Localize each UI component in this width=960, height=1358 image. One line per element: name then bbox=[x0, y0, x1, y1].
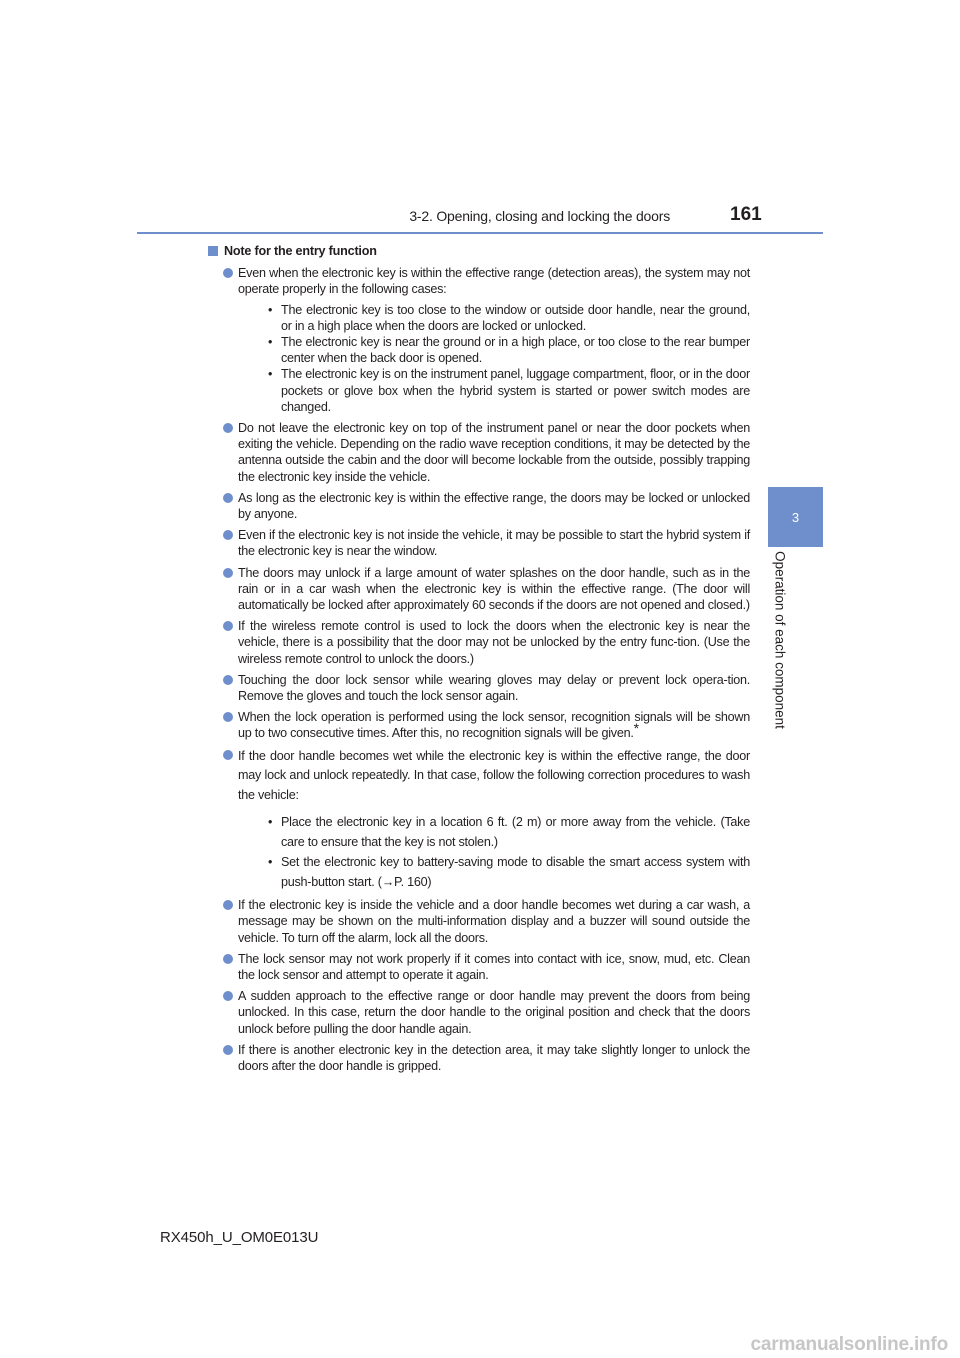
note-item: If the wireless remote control is used to lock the doors when the electronic key is near the vehicle, there is a possibility that the door may not be unlocked by the entry func-tion. (Use the wireless remote control to unlock the doors.) bbox=[208, 618, 750, 667]
note-item: If the electronic key is inside the vehicle and a door handle becomes wet during a car wash, a message may be shown on the multi-information display and a buzzer will sound outside the vehicle. To turn off the alarm, lock all the doors. bbox=[208, 897, 750, 946]
circle-bullet-icon bbox=[223, 954, 233, 964]
dot-bullet-icon: • bbox=[268, 335, 273, 350]
running-header-title: 3-2. Opening, closing and locking the doors bbox=[409, 208, 670, 224]
circle-bullet-icon bbox=[223, 568, 233, 578]
page-content bbox=[208, 243, 750, 1079]
square-bullet-icon bbox=[208, 246, 218, 256]
note-item: The doors may unlock if a large amount of water splashes on the door handle, such as in the rain or in a car wash when the electronic key is within the effective range. (The door will automatically be locked after approximately 60 seconds if the doors are not opened and closed.) bbox=[208, 565, 750, 614]
sub-item: • The electronic key is too close to the window or outside door handle, near the ground, or in a high place when the doors are locked or unlocked. bbox=[268, 302, 750, 333]
circle-bullet-icon bbox=[223, 423, 233, 433]
dot-bullet-icon: • bbox=[268, 815, 273, 830]
site-watermark: carmanualsonline.info bbox=[750, 1334, 948, 1355]
circle-bullet-icon bbox=[223, 1045, 233, 1055]
note-item: If the door handle becomes wet while the electronic key is within the effective range, the door may lock and unlock repeatedly. In that case, follow the following correction procedures to wash the vehicle: • Place the electronic key in a location 6 ft. (2 m) or more away from the vehicle. (Take care to ensure that the key is not stolen.) • Set the electronic key to battery-saving mode to disable the smart access system with push-button start. (→P. 160) bbox=[208, 747, 750, 893]
chapter-number: 3 bbox=[791, 509, 800, 525]
circle-bullet-icon bbox=[223, 675, 233, 685]
circle-bullet-icon bbox=[223, 268, 233, 278]
footnote-mark: * bbox=[633, 720, 639, 737]
note-item: As long as the electronic key is within the effective range, the doors may be locked or unlocked by anyone. bbox=[208, 490, 750, 522]
section-heading: Note for the entry function bbox=[208, 243, 750, 259]
sub-item: • Place the electronic key in a location 6 ft. (2 m) or more away from the vehicle. (Take care to ensure that the key is not stolen.) bbox=[268, 815, 750, 849]
header-rule bbox=[137, 232, 823, 234]
dot-bullet-icon: • bbox=[268, 367, 273, 382]
dot-bullet-icon: • bbox=[268, 302, 273, 317]
note-item: Even when the electronic key is within the effective range (detection areas), the system may not operate properly in the following cases: • The electronic key is too close to the window or outside door handle, near the ground, or in a high place when the doors are locked or unlocked. • The electronic key is near the ground or in a high place, or too close to the rear bumper center when the back door is opened. • The electronic key is on the instrument panel, luggage compartment, floor, or in the door pockets or glove box when the hybrid system is started or power switch modes are changed. bbox=[208, 265, 750, 415]
note-item: If there is another electronic key in the detection area, it may take slightly longer to unlock the doors after the door handle is gripped. bbox=[208, 1042, 750, 1074]
note-item: Even if the electronic key is not inside the vehicle, it may be possible to start the hybrid system if the electronic key is near the window. bbox=[208, 527, 750, 559]
model-code-footer: RX450h_U_OM0E013U bbox=[160, 1229, 319, 1246]
chapter-title: Operation of each component bbox=[772, 551, 788, 729]
circle-bullet-icon bbox=[223, 900, 233, 910]
note-item: A sudden approach to the effective range or door handle may prevent the doors from being unlocked. In this case, return the door handle to the original position and check that the doors unlock before pulling the door handle again. bbox=[208, 988, 750, 1037]
sub-list bbox=[238, 302, 750, 415]
sub-item: • Set the electronic key to battery-saving mode to disable the smart access system with push-button start. (→P. 160) bbox=[268, 855, 750, 889]
note-item: The lock sensor may not work properly if it comes into contact with ice, snow, mud, etc. Clean the lock sensor and attempt to operate it again. bbox=[208, 951, 750, 983]
sub-item: • The electronic key is near the ground or in a high place, or too close to the rear bumper center when the back door is opened. bbox=[268, 335, 750, 366]
circle-bullet-icon bbox=[223, 750, 233, 760]
circle-bullet-icon bbox=[223, 621, 233, 631]
sub-item: • The electronic key is on the instrument panel, luggage compartment, floor, or in the door pockets or glove box when the hybrid system is started or power switch modes are changed. bbox=[268, 367, 750, 414]
circle-bullet-icon bbox=[223, 530, 233, 540]
note-item: Touching the door lock sensor while wearing gloves may delay or prevent lock opera-tion. Remove the gloves and touch the lock sensor again. bbox=[208, 672, 750, 704]
dot-bullet-icon: • bbox=[268, 855, 273, 870]
circle-bullet-icon bbox=[223, 991, 233, 1001]
page-number: 161 bbox=[730, 204, 762, 225]
circle-bullet-icon bbox=[223, 493, 233, 503]
note-item: Do not leave the electronic key on top of the instrument panel or near the door pockets when exiting the vehicle. Depending on the radio wave reception conditions, it may be detected by the antenna outside the cabin and the door will become lockable from the outside, possibly trapping the electronic key inside the vehicle. bbox=[208, 420, 750, 485]
note-item: When the lock operation is performed using the lock sensor, recognition signals will be shown up to two consecutive times. After this, no recognition signals will be given.* bbox=[208, 709, 750, 741]
chapter-tab bbox=[768, 487, 823, 547]
sub-list bbox=[238, 813, 750, 892]
circle-bullet-icon bbox=[223, 712, 233, 722]
